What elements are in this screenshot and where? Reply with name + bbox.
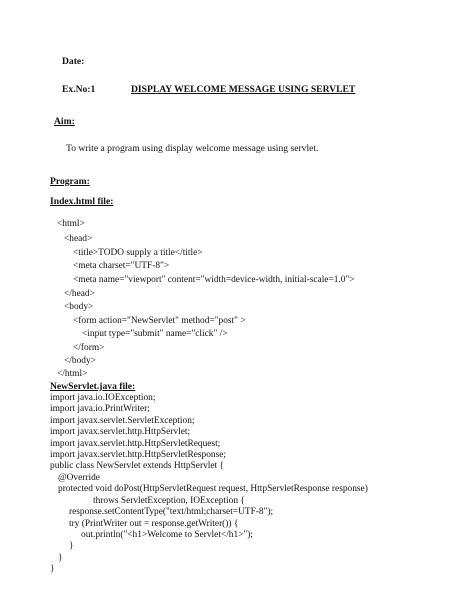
java-code-line: try (PrintWriter out = response.getWriter()) {	[69, 519, 239, 529]
java-code-line: response.setContentType("text/html;charset=UTF-8");	[69, 507, 274, 517]
html-code-line: <meta name="viewport" content="width=device-width, initial-scale=1.0">	[73, 275, 355, 285]
java-code-line: import javax.servlet.http.HttpServletResponse;	[50, 450, 227, 460]
java-code-line: import java.io.PrintWriter;	[50, 404, 150, 414]
html-code-line: <title>TODO supply a title</title>	[73, 248, 203, 258]
html-code-line: </html>	[57, 369, 88, 379]
html-code-line: <head>	[64, 234, 93, 244]
html-code-line: <body>	[64, 302, 94, 312]
html-code-line: </body>	[64, 356, 96, 366]
html-code-line: <html>	[57, 219, 85, 229]
java-code-line: throws ServletException, IOException {	[93, 496, 245, 506]
java-code-line: }	[50, 564, 55, 574]
html-code-line: <form action="NewServlet" method="post" >	[73, 316, 246, 326]
java-file-heading: NewServlet.java file:	[50, 381, 136, 392]
java-code-line: @Override	[58, 473, 100, 483]
java-code-line: }	[58, 553, 63, 563]
html-code-line: <meta charset="UTF-8">	[73, 261, 170, 271]
java-code-line: }	[69, 541, 74, 551]
java-code-line: out.println("<h1>Welcome to Servlet</h1>");	[81, 530, 254, 540]
html-code-line: </form>	[73, 343, 105, 353]
html-code-line: </head>	[64, 289, 95, 299]
aim-heading: Aim:	[54, 116, 75, 127]
date-label: Date:	[62, 56, 85, 67]
java-code-line: public class NewServlet extends HttpServlet {	[50, 461, 224, 471]
java-code-line: protected void doPost(HttpServletRequest request, HttpServletResponse response)	[58, 484, 368, 494]
html-code-line: <input type="submit" name="click" />	[82, 329, 228, 339]
java-code-line: import javax.servlet.http.HttpServletRequest;	[50, 439, 221, 449]
exercise-number: Ex.No:1	[62, 84, 96, 95]
aim-text: To write a program using display welcome message using servlet.	[66, 143, 319, 154]
java-code-line: import javax.servlet.ServletException;	[50, 416, 195, 426]
java-code-line: import javax.servlet.http.HttpServlet;	[50, 427, 191, 437]
html-file-heading: Index.html file:	[50, 196, 114, 207]
program-heading: Program:	[50, 176, 90, 187]
document-title: DISPLAY WELCOME MESSAGE USING SERVLET	[131, 84, 356, 95]
java-code-line: import java.io.IOException;	[50, 393, 156, 403]
